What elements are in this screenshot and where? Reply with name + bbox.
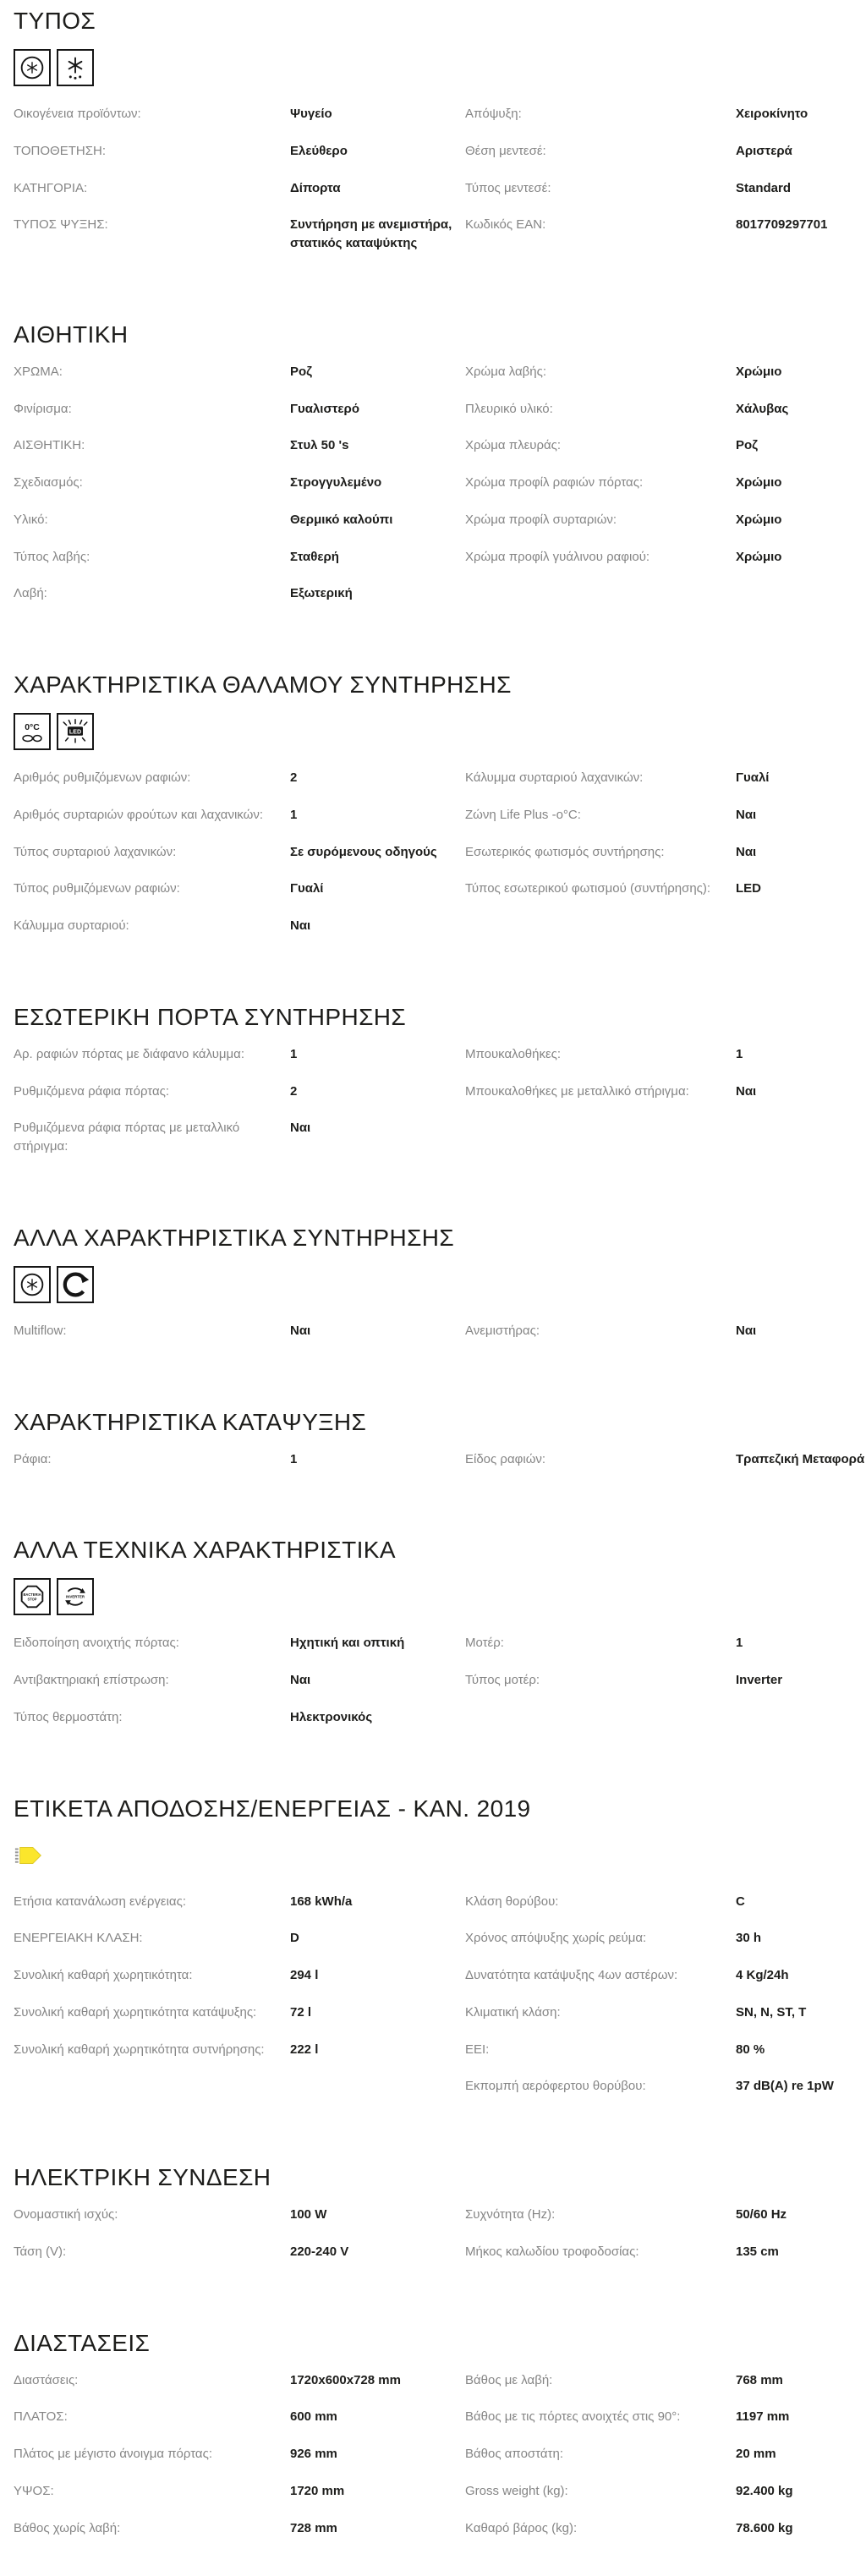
spec-row xyxy=(465,769,852,787)
section-alla-syntirisis xyxy=(14,1224,852,1359)
spec-value: 2 xyxy=(290,770,298,785)
spec-label: Βάθος με τις πόρτες ανοιχτές στις 90°: xyxy=(465,2409,681,2425)
spec-row xyxy=(14,880,453,898)
spec-value: 37 dB(A) re 1pW xyxy=(736,2079,834,2094)
spec-value: Σταθερή xyxy=(290,549,339,564)
spec-row xyxy=(14,400,453,419)
section-column-left xyxy=(14,105,453,271)
zero-degree-zone-icon xyxy=(14,713,51,750)
spec-value: Ναι xyxy=(290,1673,311,1687)
spec-label: Χρώμα προφίλ ραφιών πόρτας: xyxy=(465,475,644,490)
section-column-right xyxy=(465,769,852,917)
spec-row xyxy=(14,1671,453,1690)
spec-row xyxy=(14,843,453,862)
spec-label: Πλευρικό υλικό: xyxy=(465,401,553,416)
section-esoteriki-porta xyxy=(14,1003,852,1175)
spec-row xyxy=(14,1708,453,1727)
spec-label: Συνολική καθαρή χωρητικότητα κατάψυξης: xyxy=(14,2004,257,2020)
spec-row xyxy=(14,584,453,603)
spec-label: Συνολική καθαρή χωρητικότητα: xyxy=(14,1968,193,1982)
section-rows xyxy=(14,1450,865,1488)
spec-row xyxy=(14,769,453,787)
bacteria-stop-icon xyxy=(14,1578,51,1615)
spec-label: Τύπος θερμοστάτη: xyxy=(14,1709,123,1724)
spec-row xyxy=(465,806,852,825)
section-rows xyxy=(14,2371,852,2557)
spec-row xyxy=(14,1119,453,1156)
spec-row xyxy=(465,2077,852,2096)
spec-row xyxy=(14,2041,453,2059)
spec-row xyxy=(14,1045,453,1064)
spec-row xyxy=(14,511,453,529)
spec-value: 100 W xyxy=(290,2207,327,2222)
spec-row xyxy=(14,2243,453,2261)
spec-label: Χρώμα προφίλ γυάλινου ραφιού: xyxy=(465,549,650,564)
spec-label: Υλικό: xyxy=(14,512,48,527)
spec-value: 600 mm xyxy=(290,2409,337,2425)
section-column-left xyxy=(14,1450,453,1488)
section-icons xyxy=(14,713,852,750)
section-title: ΑΙΘΗΤΙΚΗ xyxy=(14,321,129,348)
spec-value: 20 mm xyxy=(736,2447,776,2461)
led-light-icon xyxy=(57,713,94,750)
section-aisthitiki xyxy=(14,321,852,622)
spec-value: 2 xyxy=(290,1083,298,1099)
spec-value: 30 h xyxy=(736,1931,762,1946)
spec-label: Τύπος μοτέρ: xyxy=(465,1673,540,1687)
spec-value: Στρογγυλεμένο xyxy=(290,475,382,490)
energy-label-icon xyxy=(14,1837,56,1874)
spec-row xyxy=(465,105,852,123)
inverter-motor-icon xyxy=(57,1578,94,1615)
spec-row xyxy=(14,1082,453,1101)
section-title: ΔΙΑΣΤΑΣΕΙΣ xyxy=(14,2329,151,2356)
spec-label: Χρόνος απόψυξης χωρίς ρεύμα: xyxy=(465,1931,647,1946)
fan-circulation-arrow-icon xyxy=(57,1266,94,1303)
spec-row xyxy=(465,1929,852,1948)
spec-value: Γυαλί xyxy=(290,881,324,896)
spec-row xyxy=(465,2445,852,2464)
spec-label: Κλάση θορύβου: xyxy=(465,1894,559,1909)
spec-label: EEI: xyxy=(465,2042,490,2057)
spec-value: Ηχητική και οπτική xyxy=(290,1636,405,1651)
spec-row xyxy=(465,843,852,862)
spec-row xyxy=(465,400,852,419)
spec-value: Σε συρόμενους οδηγούς xyxy=(290,844,437,859)
spec-label: Διαστάσεις: xyxy=(14,2372,79,2387)
spec-label: Θέση μεντεσέ: xyxy=(465,143,546,158)
spec-label: Βάθος με λαβή: xyxy=(465,2372,553,2387)
spec-label: Τύπος ρυθμιζόμενων ραφιών: xyxy=(14,881,180,896)
spec-value: 135 cm xyxy=(736,2244,779,2259)
spec-label: Τάση (V): xyxy=(14,2244,67,2259)
spec-row xyxy=(465,2206,852,2224)
spec-value: Συντήρηση με ανεμιστήρα, στατικός καταψύκτης xyxy=(290,217,452,250)
spec-value: 168 kWh/a xyxy=(290,1894,353,1909)
spec-row xyxy=(14,548,453,567)
section-column-right xyxy=(465,1322,852,1359)
spec-value: LED xyxy=(736,881,761,896)
spec-label: Αρ. ραφιών πόρτας με διάφανο κάλυμμα: xyxy=(14,1046,245,1061)
spec-row xyxy=(465,2408,852,2426)
section-rows xyxy=(14,105,852,271)
spec-label: Σχεδιασμός: xyxy=(14,475,83,490)
spec-value: SN, N, ST, T xyxy=(736,2004,807,2020)
spec-label: Χρώμα λαβής: xyxy=(465,364,547,379)
spec-label: Εκπομπή αερόφερτου θορύβου: xyxy=(465,2079,646,2094)
spec-value: Θερμικό καλούπι xyxy=(290,512,393,527)
spec-value: Ροζ xyxy=(290,364,313,379)
spec-row xyxy=(14,917,453,935)
spec-value: 1197 mm xyxy=(736,2409,790,2425)
section-title: ΕΣΩΤΕΡΙΚΗ ΠΟΡΤΑ ΣΥΝΤΗΡΗΣΗΣ xyxy=(14,1003,407,1030)
spec-row xyxy=(465,1671,852,1690)
spec-label: Τύπος λαβής: xyxy=(14,549,90,564)
section-icons xyxy=(14,1266,852,1303)
spec-label: Λαβή: xyxy=(14,586,47,601)
spec-value: Ναι xyxy=(736,1323,757,1338)
section-rows xyxy=(14,1045,852,1175)
spec-row xyxy=(465,1322,852,1340)
spec-row xyxy=(14,806,453,825)
spec-row xyxy=(465,1966,852,1985)
spec-value: Χρώμιο xyxy=(736,549,782,564)
spec-row xyxy=(465,2519,852,2538)
spec-value: Inverter xyxy=(736,1673,783,1687)
spec-value: C xyxy=(736,1894,745,1909)
spec-row xyxy=(465,2003,852,2022)
section-title: ΗΛΕΚΤΡΙΚΗ ΣΥΝΔΕΣΗ xyxy=(14,2164,271,2190)
section-column-left xyxy=(14,1893,453,2078)
spec-row xyxy=(465,1045,852,1064)
section-column-left xyxy=(14,363,453,622)
spec-label: ΧΡΩΜΑ: xyxy=(14,364,63,379)
spec-label: Ειδοποίηση ανοιχτής πόρτας: xyxy=(14,1636,179,1651)
section-column-left xyxy=(14,1322,453,1359)
spec-label: Μοτέρ: xyxy=(465,1636,504,1651)
spec-label: Κάλυμμα συρταριού: xyxy=(14,918,129,933)
spec-value: Ηλεκτρονικός xyxy=(290,1709,373,1724)
spec-label: Μπουκαλοθήκες με μεταλλικό στήριγμα: xyxy=(465,1083,689,1099)
spec-row xyxy=(14,2371,453,2390)
spec-row xyxy=(465,179,852,198)
spec-row xyxy=(14,2445,453,2464)
spec-label: Μπουκαλοθήκες: xyxy=(465,1046,562,1061)
spec-value: Ναι xyxy=(736,807,757,822)
spec-value: Ναι xyxy=(736,1083,757,1099)
spec-value: Ναι xyxy=(290,1323,311,1338)
spec-value: 50/60 Hz xyxy=(736,2207,787,2222)
section-column-left xyxy=(14,2371,453,2557)
spec-row xyxy=(14,1322,453,1340)
spec-row xyxy=(14,363,453,381)
section-column-right xyxy=(465,105,852,253)
spec-label: Μήκος καλωδίου τροφοδοσίας: xyxy=(465,2244,639,2259)
section-column-left xyxy=(14,1634,453,1745)
spec-label: Είδος ραφιών: xyxy=(465,1451,546,1466)
spec-label: ΥΨΟΣ: xyxy=(14,2483,54,2498)
spec-label: Πλάτος με μέγιστο άνοιγμα πόρτας: xyxy=(14,2447,212,2461)
section-column-right xyxy=(465,1634,852,1708)
section-rows xyxy=(14,1634,852,1745)
spec-label: Συνολική καθαρή χωρητικότητα συτνήρησης: xyxy=(14,2042,265,2057)
section-rows xyxy=(14,2206,852,2280)
spec-row xyxy=(465,2243,852,2261)
spec-row xyxy=(465,2482,852,2501)
section-column-right xyxy=(465,1450,864,1488)
spec-label: ΠΛΑΤΟΣ: xyxy=(14,2409,68,2425)
spec-label: Ρυθμιζόμενα ράφια πόρτας: xyxy=(14,1083,170,1099)
section-title: ΧΑΡΑΚΤΗΡΙΣΤΙΚΑ ΚΑΤΑΨΥΞΗΣ xyxy=(14,1408,367,1435)
spec-value: 222 l xyxy=(290,2042,319,2057)
spec-value: Τραπεζική Μεταφορά xyxy=(736,1451,865,1466)
spec-value: Χρώμιο xyxy=(736,364,782,379)
spec-value: 1 xyxy=(736,1046,743,1061)
spec-label: Ανεμιστήρας: xyxy=(465,1323,540,1338)
spec-value: 4 Kg/24h xyxy=(736,1968,789,1982)
spec-label: Φινίρισμα: xyxy=(14,401,72,416)
spec-label: Ράφια: xyxy=(14,1451,52,1466)
section-rows xyxy=(14,1322,852,1359)
spec-row xyxy=(14,436,453,455)
spec-value: Ροζ xyxy=(736,438,759,453)
spec-row xyxy=(14,1966,453,1985)
spec-label: Ζώνη Life Plus -o°C: xyxy=(465,807,581,822)
section-ilektriki-syndesi xyxy=(14,2163,852,2280)
spec-value: 768 mm xyxy=(736,2372,783,2387)
spec-label: Εσωτερικός φωτισμός συντήρησης: xyxy=(465,844,665,859)
spec-row xyxy=(465,2041,852,2059)
spec-row xyxy=(14,179,453,198)
spec-row xyxy=(465,1634,852,1652)
spec-row xyxy=(14,1893,453,1911)
spec-label: Χρώμα προφίλ συρταριών: xyxy=(465,512,617,527)
spec-label: Ρυθμιζόμενα ράφια πόρτας με μεταλλικό στήριγμα: xyxy=(14,1121,240,1154)
spec-row xyxy=(14,2519,453,2538)
section-column-left xyxy=(14,1045,453,1175)
spec-value: Χρώμιο xyxy=(736,512,782,527)
spec-value: 926 mm xyxy=(290,2447,337,2461)
spec-row xyxy=(465,142,852,161)
spec-value: Standard xyxy=(736,180,792,195)
section-etiketa-energeias xyxy=(14,1795,852,2115)
spec-row xyxy=(14,1929,453,1948)
spec-label: Κλιματική κλάση: xyxy=(465,2004,561,2020)
spec-label: Τύπος συρταριού λαχανικών: xyxy=(14,844,177,859)
spec-value: 72 l xyxy=(290,2004,312,2020)
spec-row xyxy=(14,142,453,161)
section-column-right xyxy=(465,2371,852,2557)
spec-label: Χρώμα πλευράς: xyxy=(465,438,562,453)
spec-value: 1720 mm xyxy=(290,2483,345,2498)
spec-row xyxy=(465,216,852,234)
spec-label: Συχνότητα (Hz): xyxy=(465,2207,556,2222)
section-title: ΑΛΛΑ ΤΕΧΝΙΚΑ ΧΑΡΑΚΤΗΡΙΣΤΙΚΑ xyxy=(14,1537,396,1564)
spec-value: 728 mm xyxy=(290,2520,337,2535)
section-column-right xyxy=(465,2206,852,2280)
static-defrost-snowflake-icon xyxy=(57,49,94,86)
spec-label: Κωδικός EAN: xyxy=(465,217,546,233)
section-typos xyxy=(14,7,852,271)
spec-value: Χάλυβας xyxy=(736,401,789,416)
spec-value: Ψυγείο xyxy=(290,107,332,121)
spec-value: 220-240 V xyxy=(290,2244,349,2259)
spec-label: Απόψυξη: xyxy=(465,107,522,121)
spec-value: 1 xyxy=(290,1046,298,1061)
spec-row xyxy=(465,511,852,529)
spec-value: Αριστερά xyxy=(736,143,792,158)
spec-row xyxy=(465,2371,852,2390)
spec-label: Κάλυμμα συρταριού λαχανικών: xyxy=(465,770,644,785)
section-title: ΑΛΛΑ ΧΑΡΑΚΤΗΡΙΣΤΙΚΑ ΣΥΝΤΗΡΗΣΗΣ xyxy=(14,1224,455,1251)
spec-value: 80 % xyxy=(736,2042,765,2057)
spec-value: Δίπορτα xyxy=(290,180,341,195)
section-diastaseis xyxy=(14,2329,852,2557)
section-rows xyxy=(14,363,852,622)
spec-value: Χειροκίνητο xyxy=(736,107,808,121)
spec-row xyxy=(14,474,453,492)
section-thalamos-syntirisis xyxy=(14,671,852,954)
section-column-right xyxy=(465,1893,852,2115)
spec-value: Εξωτερική xyxy=(290,586,353,601)
section-column-right xyxy=(465,363,852,585)
spec-value: D xyxy=(290,1931,299,1946)
spec-value: Ναι xyxy=(290,918,311,933)
section-title: ΧΑΡΑΚΤΗΡΙΣΤΙΚΑ ΘΑΛΑΜΟΥ ΣΥΝΤΗΡΗΣΗΣ xyxy=(14,671,512,698)
spec-row xyxy=(465,1450,864,1469)
section-katapsyxis xyxy=(14,1408,865,1488)
spec-label: Ετήσια κατανάλωση ενέργειας: xyxy=(14,1894,186,1909)
spec-label: ΤΥΠΟΣ ΨΥΞΗΣ: xyxy=(14,217,108,233)
spec-label: ΚΑΤΗΓΟΡΙΑ: xyxy=(14,180,88,195)
spec-value: 1 xyxy=(290,1451,298,1466)
spec-value: 8017709297701 xyxy=(736,217,828,233)
spec-label: Οικογένεια προϊόντων: xyxy=(14,107,141,121)
section-rows xyxy=(14,769,852,954)
spec-row xyxy=(465,880,852,898)
spec-label: ΤΟΠΟΘΕΤΗΣΗ: xyxy=(14,143,106,158)
spec-label: Gross weight (kg): xyxy=(465,2483,568,2498)
spec-label: Multiflow: xyxy=(14,1323,67,1338)
spec-row xyxy=(465,474,852,492)
spec-label: Αριθμός συρταριών φρούτων και λαχανικών: xyxy=(14,807,264,822)
spec-row xyxy=(14,2206,453,2224)
spec-label: Αριθμός ρυθμιζόμενων ραφιών: xyxy=(14,770,191,785)
spec-label: ΑΙΣΘΗΤΙΚΗ: xyxy=(14,438,85,453)
spec-row xyxy=(14,2408,453,2426)
spec-value: Ελεύθερο xyxy=(290,143,348,158)
spec-value: 1 xyxy=(290,807,298,822)
section-icons xyxy=(14,1578,852,1615)
spec-row xyxy=(465,1082,852,1101)
fan-cooling-snowflake-icon xyxy=(14,49,51,86)
spec-value: Χρώμιο xyxy=(736,475,782,490)
spec-value: 1 xyxy=(736,1636,743,1651)
spec-row xyxy=(14,2482,453,2501)
section-column-left xyxy=(14,769,453,954)
spec-row xyxy=(465,548,852,567)
spec-value: 92.400 kg xyxy=(736,2483,793,2498)
spec-value: 78.600 kg xyxy=(736,2520,793,2535)
spec-row xyxy=(465,1893,852,1911)
spec-row xyxy=(465,363,852,381)
section-column-left xyxy=(14,2206,453,2280)
spec-value: Στυλ 50 's xyxy=(290,438,349,453)
spec-label: Ονομαστική ισχύς: xyxy=(14,2207,118,2222)
section-title: ΤΥΠΟΣ xyxy=(14,8,96,34)
spec-value: 294 l xyxy=(290,1968,319,1982)
spec-row xyxy=(14,1450,453,1469)
spec-row xyxy=(14,1634,453,1652)
spec-label: Δυνατότητα κατάψυξης 4ων αστέρων: xyxy=(465,1968,678,1982)
section-icons xyxy=(14,49,852,86)
spec-row xyxy=(14,2003,453,2022)
spec-row xyxy=(14,105,453,123)
spec-value: Ναι xyxy=(290,1121,311,1136)
spec-value: 1720x600x728 mm xyxy=(290,2372,401,2387)
spec-label: Αντιβακτηριακή επίστρωση: xyxy=(14,1673,169,1687)
section-icons xyxy=(14,1837,852,1874)
section-title: ΕΤΙΚΕΤΑ ΑΠΟΔΟΣΗΣ/ΕΝΕΡΓΕΙΑΣ - ΚΑΝ. 2019 xyxy=(14,1795,531,1822)
spec-value: Γυαλιστερό xyxy=(290,401,359,416)
spec-label: ΕΝΕΡΓΕΙΑΚΗ ΚΛΑΣΗ: xyxy=(14,1931,143,1946)
spec-label: Βάθος αποστάτη: xyxy=(465,2447,563,2461)
spec-value: Γυαλί xyxy=(736,770,770,785)
section-rows xyxy=(14,1893,852,2115)
spec-label: Βάθος χωρίς λαβή: xyxy=(14,2520,121,2535)
spec-label: Τύπος μεντεσέ: xyxy=(465,180,551,195)
spec-label: Καθαρό βάρος (kg): xyxy=(465,2520,578,2535)
spec-value: Ναι xyxy=(736,844,757,859)
multiflow-snowflake-icon xyxy=(14,1266,51,1303)
section-alla-texnika xyxy=(14,1536,852,1745)
spec-row xyxy=(465,436,852,455)
spec-row xyxy=(14,216,453,253)
spec-label: Τύπος εσωτερικού φωτισμού (συντήρησης): xyxy=(465,881,711,896)
section-column-right xyxy=(465,1045,852,1120)
